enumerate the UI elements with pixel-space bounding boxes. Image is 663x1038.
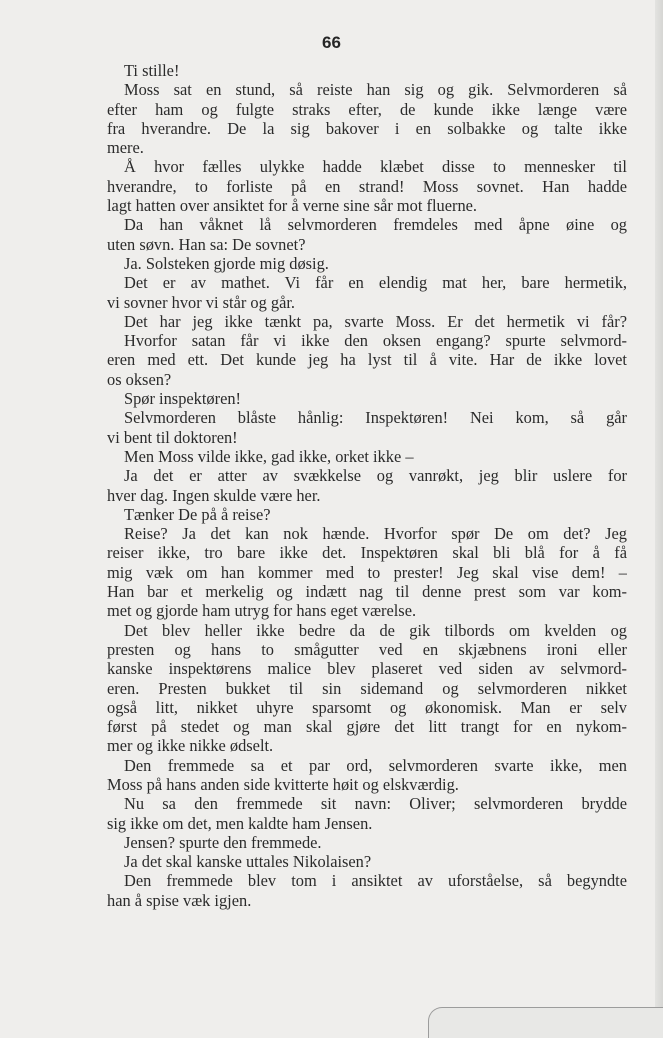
text-line: han å spise væk igjen. [107, 890, 252, 910]
text-line: Ja det skal kanske uttales Nikolaisen? [124, 852, 372, 872]
text-line: vi sovner hvor vi står og går. [107, 292, 296, 312]
text-line: met og gjorde ham utryg for hans eget værelse. [107, 601, 417, 621]
text-line: presten og hans to smågutter ved en skjæbnens ironi eller [107, 639, 627, 659]
text-line: Den fremmede sa et par ord, selvmorderen svarte ikke, men [124, 755, 627, 775]
page-number: 66 [322, 33, 341, 52]
text-line: Ja det er atter av svækkelse og vanrøkt, jeg blir uslere for [124, 466, 627, 486]
text-line: Da han våknet lå selvmorderen fremdeles med åpne øine og [124, 215, 627, 235]
text-line: mig væk om han kommer med to prester! Jeg skal vise dem! – [107, 562, 627, 582]
text-line: Hvorfor satan får vi ikke den oksen engang? spurte selvmord- [124, 331, 627, 351]
text-line: mere. [107, 138, 144, 158]
text-line: Den fremmede blev tom i ansiktet av uforståelse, så begyndte [124, 871, 627, 891]
text-line: uten søvn. Han sa: De sovnet? [107, 234, 306, 254]
text-line: Å hvor fælles ulykke hadde klæbet disse to mennesker til [124, 157, 627, 177]
text-line: kanske inspektørens malice blev plaseret ved siden av selvmord- [107, 659, 627, 679]
text-line: efter ham og fulgte straks efter, de kunde ikke længe være [107, 99, 627, 119]
text-line: Moss på hans anden side kvitterte høit og elskværdig. [107, 774, 459, 794]
text-line: reiser ikke, tro bare ikke det. Inspektøren skal bli blå for å få [107, 543, 627, 563]
text-line: Moss sat en stund, så reiste han sig og gik. Selvmorderen så [124, 80, 627, 100]
text-line: vi bent til doktoren! [107, 427, 238, 447]
text-line: lagt hatten over ansiktet for å verne sine sår mot fluerne. [107, 196, 478, 216]
text-line: Jensen? spurte den fremmede. [124, 832, 322, 852]
text-line: hverandre, to forliste på en strand! Moss sovnet. Han hadde [107, 176, 627, 196]
text-line: Men Moss vilde ikke, gad ikke, orket ikke – [124, 446, 414, 466]
text-line: Han bar et merkelig og indætt nag til denne prest som var kom- [107, 582, 627, 602]
text-line: fra hverandre. De la sig bakover i en solbakke og talte ikke [107, 118, 627, 138]
page-corner-tab [428, 1007, 663, 1038]
text-line: Spør inspektøren! [124, 389, 241, 409]
page-edge-shadow [655, 0, 663, 1038]
text-line: sig ikke om det, men kaldte ham Jensen. [107, 813, 373, 833]
text-line: også litt, nikket uhyre sparsomt og økonomisk. Man er selv [107, 697, 627, 717]
text-line: hver dag. Ingen skulde være her. [107, 485, 321, 505]
text-line: Det er av mathet. Vi får en elendig mat her, bare hermetik, [124, 273, 627, 293]
text-line: Nu sa den fremmede sit navn: Oliver; selvmorderen brydde [124, 794, 627, 814]
text-line: først på stedet og man skal gjøre det litt trangt for en nykom- [107, 717, 627, 737]
text-line: Selvmorderen blåste hånlig: Inspektøren! Nei kom, så går [124, 408, 627, 428]
text-line: os oksen? [107, 369, 172, 389]
text-line: Det blev heller ikke bedre da de gik tilbords om kvelden og [124, 620, 627, 640]
text-line: Ja. Solsteken gjorde mig døsig. [124, 253, 329, 273]
text-line: eren med ett. Det kunde jeg ha lyst til å vite. Har de ikke lovet [107, 350, 627, 370]
text-line: Tænker De på å reise? [124, 504, 271, 524]
text-line: Det har jeg ikke tænkt pa, svarte Moss. Er det hermetik vi får? [124, 311, 627, 331]
text-line: Reise? Ja det kan nok hænde. Hvorfor spør De om det? Jeg [124, 524, 627, 544]
text-line: eren. Presten bukket til sin sidemand og selvmorderen nikket [107, 678, 627, 698]
page-text [107, 61, 627, 910]
text-line: Ti stille! [124, 61, 180, 80]
text-line: mer og ikke nikke ødselt. [107, 736, 274, 756]
